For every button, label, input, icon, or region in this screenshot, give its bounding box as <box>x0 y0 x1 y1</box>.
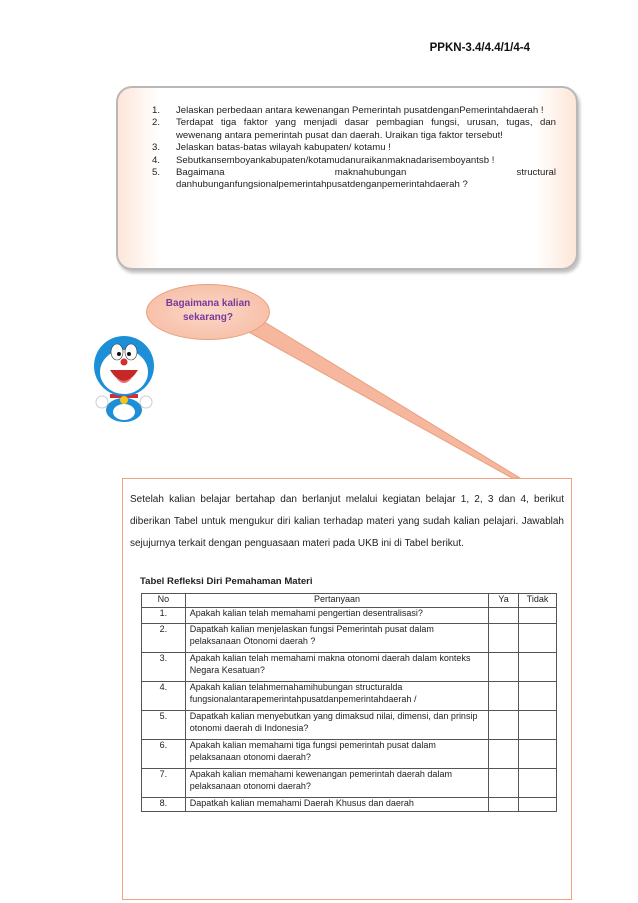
answer-no-cell[interactable] <box>519 798 557 812</box>
answer-no-cell[interactable] <box>519 608 557 624</box>
table-row: 7. Apakah kalian memahami kewenangan pemerintah daerah dalam pelaksanaan otonomi daerah? <box>142 769 557 798</box>
header-no: No <box>142 594 186 608</box>
answer-yes-cell[interactable] <box>489 653 519 682</box>
header-no-answer: Tidak <box>519 594 557 608</box>
question-item: 5. Bagaimana maknahubungan structural danhubunganfungsionalpemerintahpusatdenganpemerintahdaerah ? <box>152 167 556 191</box>
bubble-line-2: sekarang? <box>182 312 234 323</box>
question-item: 1. Jelaskan perbedaan antara kewenangan Pemerintah pusatdenganPemerintahdaerah ! <box>152 105 544 116</box>
answer-yes-cell[interactable] <box>489 740 519 769</box>
table-row: 3. Apakah kalian telah memahami makna otonomi daerah dalam konteks Negara Kesatuan? <box>142 653 557 682</box>
robot-cat-mascot-icon <box>88 332 158 424</box>
reflection-panel <box>122 478 572 900</box>
table-title: Tabel Refleksi Diri Pemahaman Materi <box>140 576 313 587</box>
answer-no-cell[interactable] <box>519 682 557 711</box>
answer-yes-cell[interactable] <box>489 608 519 624</box>
answer-yes-cell[interactable] <box>489 682 519 711</box>
answer-yes-cell[interactable] <box>489 624 519 653</box>
answer-yes-cell[interactable] <box>489 798 519 812</box>
bubble-line-1: Bagaimana kalian <box>165 298 251 309</box>
answer-no-cell[interactable] <box>519 711 557 740</box>
answer-no-cell[interactable] <box>519 769 557 798</box>
table-row: 6. Apakah kalian memahami tiga fungsi pemerintah pusat dalam pelaksanaan otonomi daerah? <box>142 740 557 769</box>
answer-no-cell[interactable] <box>519 653 557 682</box>
table-header-row <box>142 594 557 608</box>
reflection-table <box>141 593 557 812</box>
question-item: 2. Terdapat tiga faktor yang menjadi dasar pembagian fungsi, urusan, tugas, dan wewenang antara pemerintah pusat dan daerah. Uraikan tiga faktor tersebut! <box>152 117 556 141</box>
question-item: 3. Jelaskan batas-batas wilayah kabupaten/ kotamu ! <box>152 142 391 154</box>
question-item: 4. Sebutkansemboyankabupaten/kotamudanuraikanmaknadarisemboyantsb ! <box>152 154 495 166</box>
header-question: Pertanyaan <box>185 594 488 608</box>
document-code: PPKN-3.4/4.4/1/4-4 <box>429 42 530 54</box>
table-row: 8. Dapatkah kalian memahami Daerah Khusus dan daerah <box>142 798 557 812</box>
answer-yes-cell[interactable] <box>489 769 519 798</box>
table-row: 1. Apakah kalian telah memahami pengertian desentralisasi? <box>142 608 557 624</box>
speech-bubble <box>146 284 270 340</box>
intro-paragraph: Setelah kalian belajar bertahap dan berlanjut melalui kegiatan belajar 1, 2, 3 dan 4, berikut diberikan Tabel untuk mengukur diri kalian terhadap materi yang sudah kalian pelajari. Jawablah sejujurnya terkait dengan penguasaan materi pada UKB ini di Tabel berikut. <box>130 494 564 549</box>
table-row: 4. Apakah kalian telahmemahamihubungan structuralda fungsionalantarapemerintahpusatdanpemerintahdaerah / <box>142 682 557 711</box>
answer-yes-cell[interactable] <box>489 711 519 740</box>
answer-no-cell[interactable] <box>519 624 557 653</box>
header-yes: Ya <box>489 594 519 608</box>
table-row: 5. Dapatkah kalian menyebutkan yang dimaksud nilai, dimensi, dan prinsip otonomi daerah di Indonesia? <box>142 711 557 740</box>
table-row: 2. Dapatkah kalian menjelaskan fungsi Pemerintah pusat dalam pelaksanaan Otonomi daerah ? <box>142 624 557 653</box>
answer-no-cell[interactable] <box>519 740 557 769</box>
